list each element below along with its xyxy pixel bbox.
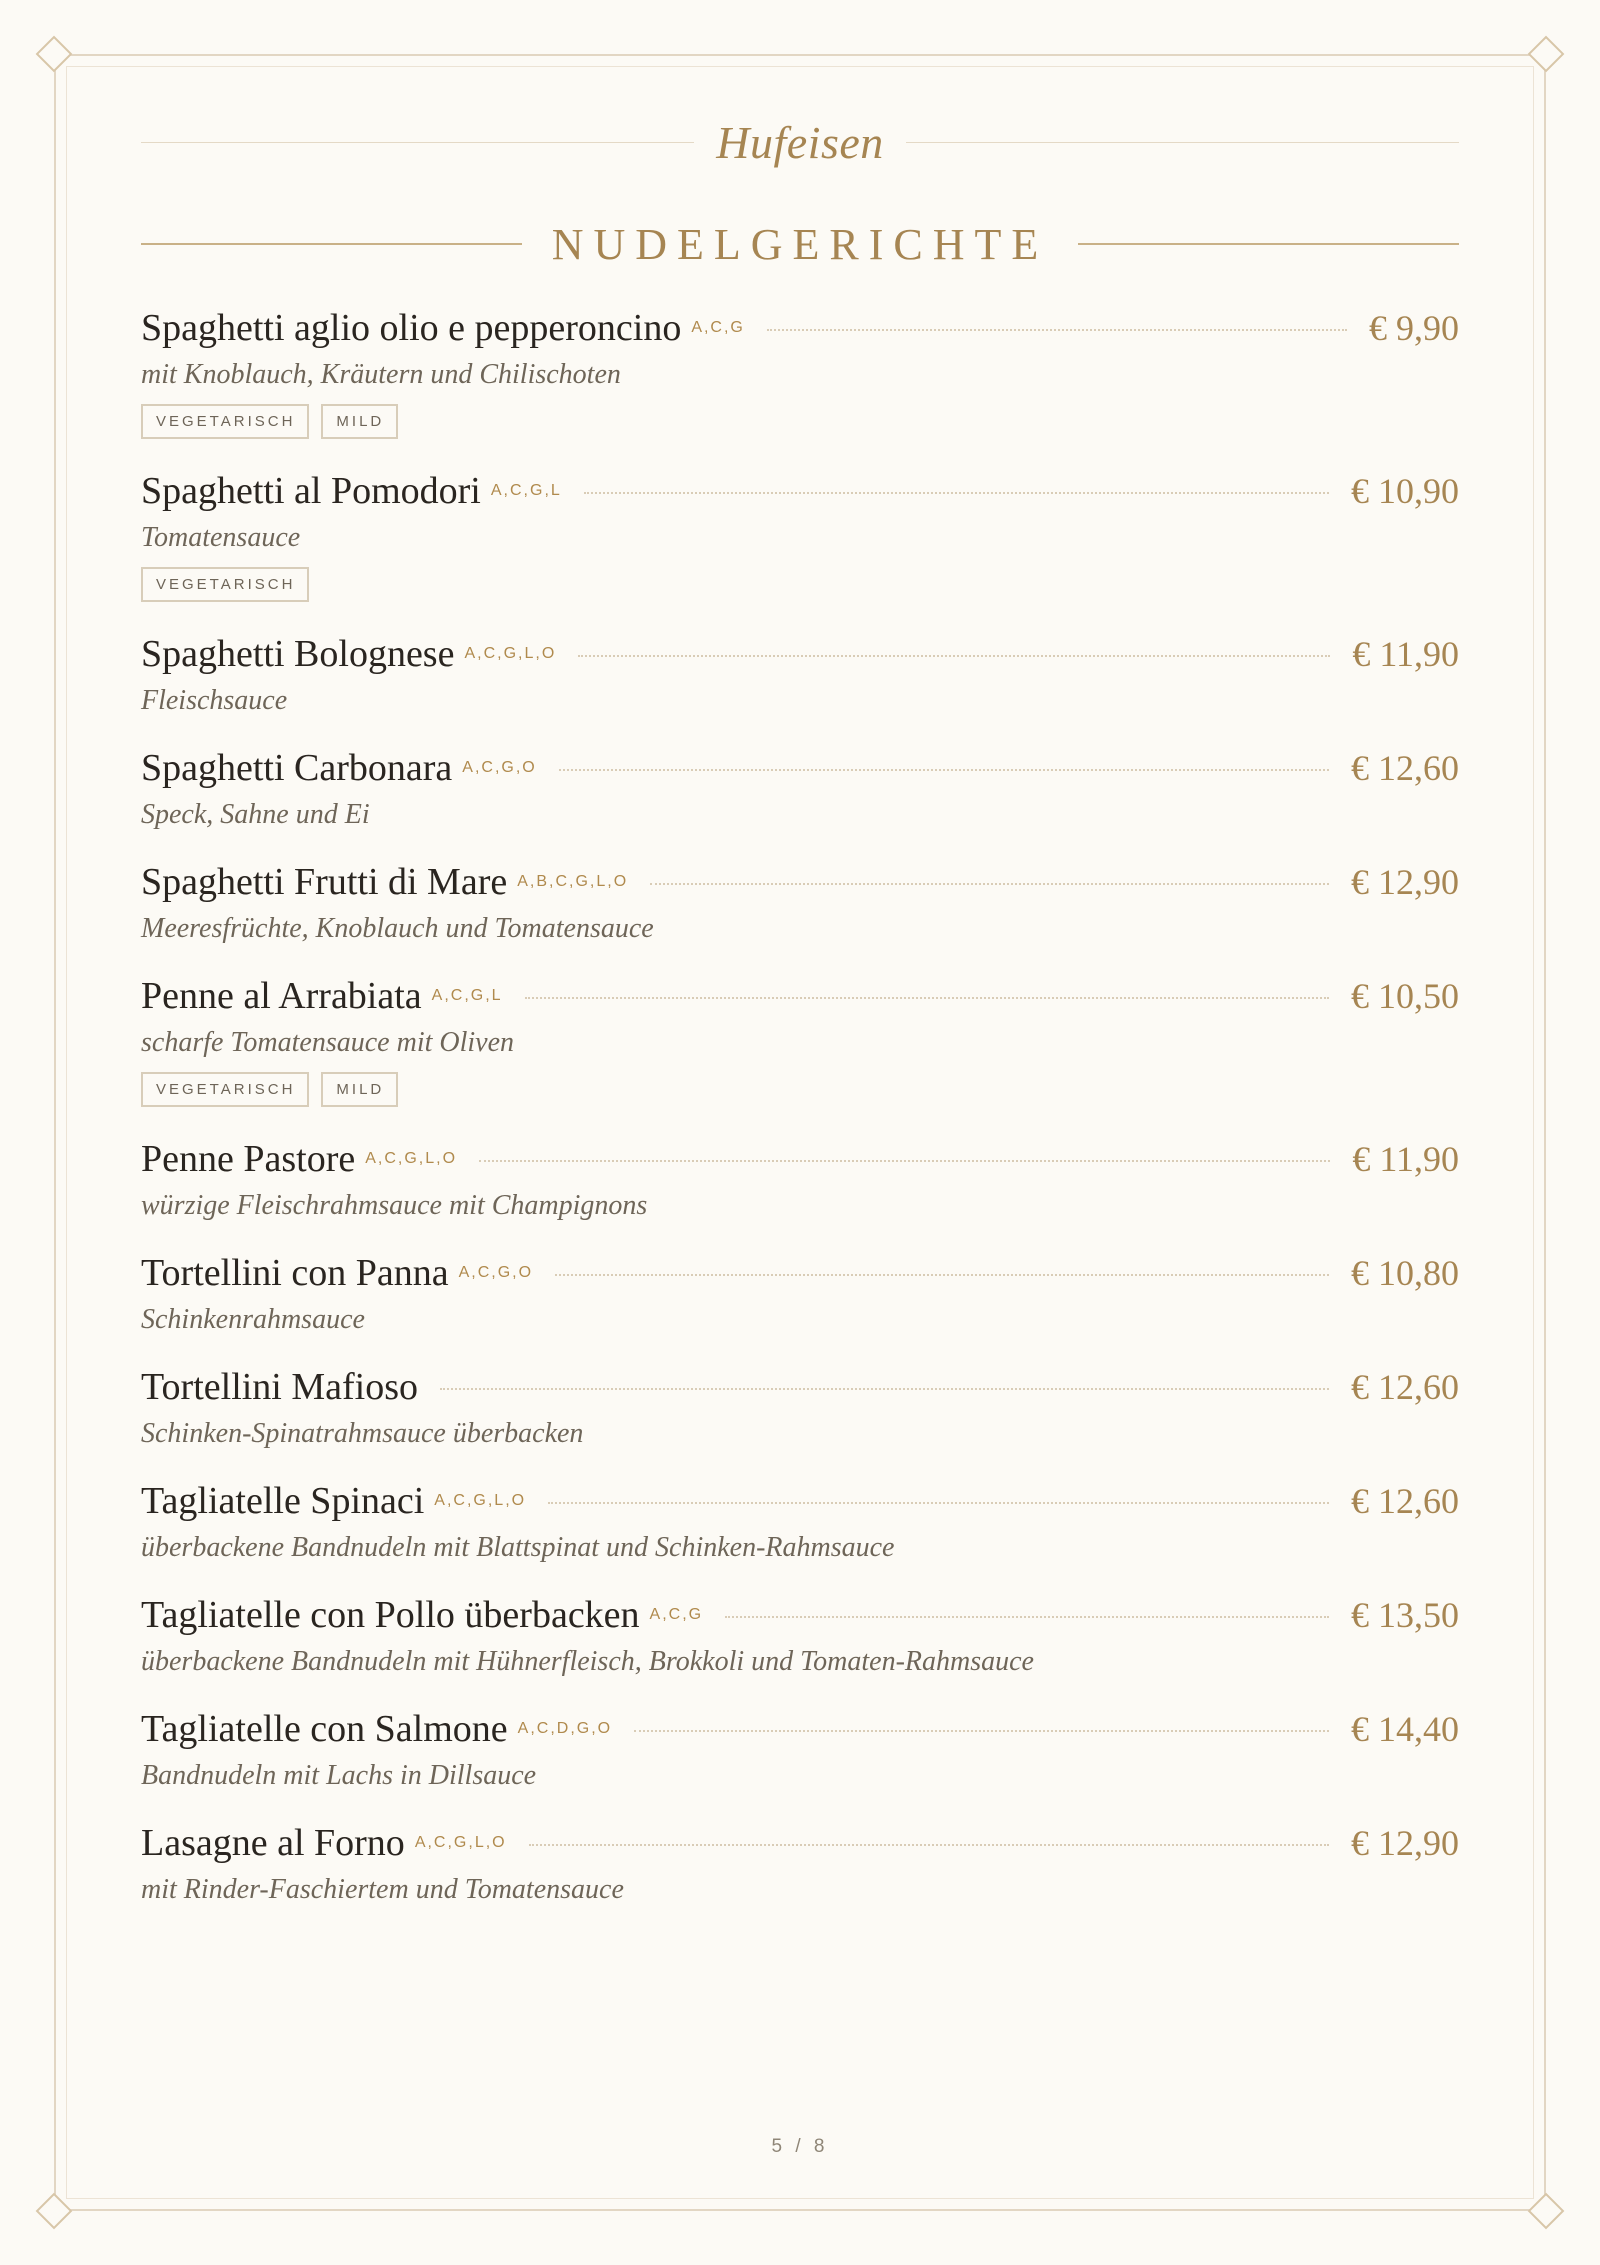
menu-item-line	[141, 1583, 1459, 1647]
dotted-leader	[525, 997, 1329, 999]
diet-tag-badge: VEGETARISCH	[141, 1072, 309, 1107]
menu-item-allergens: A,B,C,G,L,O	[517, 873, 629, 890]
menu-item-price: € 12,90	[1351, 862, 1459, 902]
menu-item-allergens: A,C,G,L	[431, 987, 503, 1004]
menu-item-description: Tomatensauce	[141, 522, 301, 553]
dotted-leader	[725, 1616, 1329, 1618]
dotted-leader	[578, 655, 1330, 657]
dotted-leader	[634, 1730, 1329, 1732]
menu-item-price: € 12,60	[1351, 1481, 1459, 1521]
menu-item-description: Schinkenrahmsauce	[141, 1304, 365, 1335]
menu-item	[141, 1811, 1459, 1907]
menu-item-allergens: A,C,G,L,O	[464, 645, 557, 662]
menu-item-price: € 12,60	[1351, 748, 1459, 788]
diet-tag-badge: VEGETARISCH	[141, 567, 309, 602]
menu-item-description: Schinken-Spinatrahmsauce überbacken	[141, 1418, 584, 1449]
menu-item-price: € 10,50	[1351, 976, 1459, 1016]
menu-item-name: Spaghetti Carbonara	[141, 747, 453, 789]
menu-item-line	[141, 1355, 1459, 1419]
menu-item	[141, 459, 1459, 602]
menu-item-description: mit Knoblauch, Kräutern und Chilischoten	[141, 359, 621, 390]
menu-item-line	[141, 1469, 1459, 1533]
brand-rule-left	[141, 142, 694, 143]
menu-item-allergens: A,C,G	[691, 319, 745, 336]
menu-item-price: € 10,80	[1351, 1253, 1459, 1293]
menu-item	[141, 296, 1459, 439]
menu-item-price: € 9,90	[1369, 308, 1459, 348]
section-header	[141, 212, 1459, 276]
menu-item-description: Fleischsauce	[141, 685, 288, 716]
menu-item-line	[141, 296, 1459, 360]
dotted-leader	[479, 1160, 1330, 1162]
menu-item	[141, 1355, 1459, 1451]
menu-item-line	[141, 850, 1459, 914]
menu-item-allergens: A,C,G,L,O	[414, 1834, 507, 1851]
menu-item-price: € 12,60	[1351, 1367, 1459, 1407]
menu-item-allergens: A,C,G	[649, 1606, 704, 1623]
section-title: NUDELGERICHTE	[551, 219, 1049, 269]
menu-item-line	[141, 736, 1459, 800]
dotted-leader	[584, 492, 1329, 494]
menu-item-description: mit Rinder-Faschiertem und Tomatensauce	[141, 1874, 624, 1905]
menu-item	[141, 736, 1459, 832]
menu-item-line	[141, 1241, 1459, 1305]
dotted-leader	[559, 769, 1329, 771]
menu-item-price: € 12,90	[1351, 1823, 1459, 1863]
dotted-leader	[650, 883, 1329, 885]
menu-item-description: Speck, Sahne und Ei	[141, 799, 370, 830]
diet-tag-badge: MILD	[321, 404, 398, 439]
dotted-leader	[767, 329, 1347, 331]
menu-item-name: Tortellini Mafioso	[141, 1366, 419, 1408]
menu-item-name: Tagliatelle con Salmone	[141, 1708, 508, 1750]
menu-item-allergens: A,C,G,O	[458, 1264, 534, 1281]
diet-tag-badge: VEGETARISCH	[141, 404, 309, 439]
menu-item	[141, 1469, 1459, 1565]
brand-header	[141, 110, 1459, 174]
menu-item	[141, 964, 1459, 1107]
menu-item-name: Spaghetti Frutti di Mare	[141, 861, 508, 903]
menu-item-line	[141, 1811, 1459, 1875]
menu-item-allergens: A,C,G,L,O	[434, 1492, 527, 1509]
dotted-leader	[555, 1274, 1329, 1276]
menu-item	[141, 1127, 1459, 1223]
menu-item-name: Tortellini con Panna	[141, 1252, 449, 1294]
menu-item-allergens: A,C,G,L	[490, 482, 562, 499]
menu-item-allergens: A,C,D,G,O	[517, 1720, 613, 1737]
menu-item	[141, 1241, 1459, 1337]
brand-name: Hufeisen	[716, 116, 884, 168]
menu-item-name: Spaghetti al Pomodori	[141, 470, 481, 512]
menu-item-allergens: A,C,G,L,O	[365, 1150, 458, 1167]
menu-item-name: Lasagne al Forno	[141, 1822, 405, 1864]
menu-item-price: € 13,50	[1351, 1595, 1459, 1635]
menu-item-name: Tagliatelle Spinaci	[141, 1480, 425, 1522]
menu-item	[141, 850, 1459, 946]
menu-item	[141, 1697, 1459, 1793]
menu-item-price: € 11,90	[1352, 634, 1459, 674]
menu-item-description: scharfe Tomatensauce mit Oliven	[141, 1027, 515, 1058]
menu-item-name: Spaghetti aglio olio e pepperoncino	[141, 307, 682, 349]
menu-item-line	[141, 622, 1459, 686]
menu-item-tags	[141, 1072, 1459, 1107]
menu-item-tags	[141, 404, 1459, 439]
menu-item-price: € 10,90	[1351, 471, 1459, 511]
menu-item-description: Bandnudeln mit Lachs in Dillsauce	[141, 1760, 537, 1791]
menu-item-name: Penne al Arrabiata	[141, 975, 422, 1017]
menu-item-price: € 11,90	[1352, 1139, 1459, 1179]
page-indicator: 5 / 8	[771, 2136, 829, 2157]
menu-item-name: Penne Pastore	[141, 1138, 356, 1180]
dotted-leader	[529, 1844, 1329, 1846]
dotted-leader	[440, 1388, 1329, 1390]
brand-rule-right	[906, 142, 1459, 143]
menu-list	[141, 296, 1459, 1907]
menu-item-name: Tagliatelle con Pollo überbacken	[141, 1594, 640, 1636]
menu-item-line	[141, 459, 1459, 523]
menu-item-line	[141, 1697, 1459, 1761]
menu-item-price: € 14,40	[1351, 1709, 1459, 1749]
diet-tag-badge: MILD	[321, 1072, 398, 1107]
menu-item-description: würzige Fleischrahmsauce mit Champignons	[141, 1190, 648, 1221]
menu-item	[141, 622, 1459, 718]
menu-item-description: Meeresfrüchte, Knoblauch und Tomatensauce	[141, 913, 654, 944]
menu-item-tags	[141, 567, 1459, 602]
menu-item-allergens: A,C,G,O	[462, 759, 537, 776]
menu-item-line	[141, 964, 1459, 1028]
menu-item-line	[141, 1127, 1459, 1191]
section-rule-left	[141, 243, 522, 245]
dotted-leader	[548, 1502, 1329, 1504]
menu-item-description: überbackene Bandnudeln mit Blattspinat und Schinken-Rahmsauce	[141, 1532, 895, 1563]
menu-item	[141, 1583, 1459, 1679]
menu-item-name: Spaghetti Bolognese	[141, 633, 455, 675]
section-rule-right	[1078, 243, 1459, 245]
menu-item-description: überbackene Bandnudeln mit Hühnerfleisch, Brokkoli und Tomaten-Rahmsauce	[141, 1646, 1034, 1677]
